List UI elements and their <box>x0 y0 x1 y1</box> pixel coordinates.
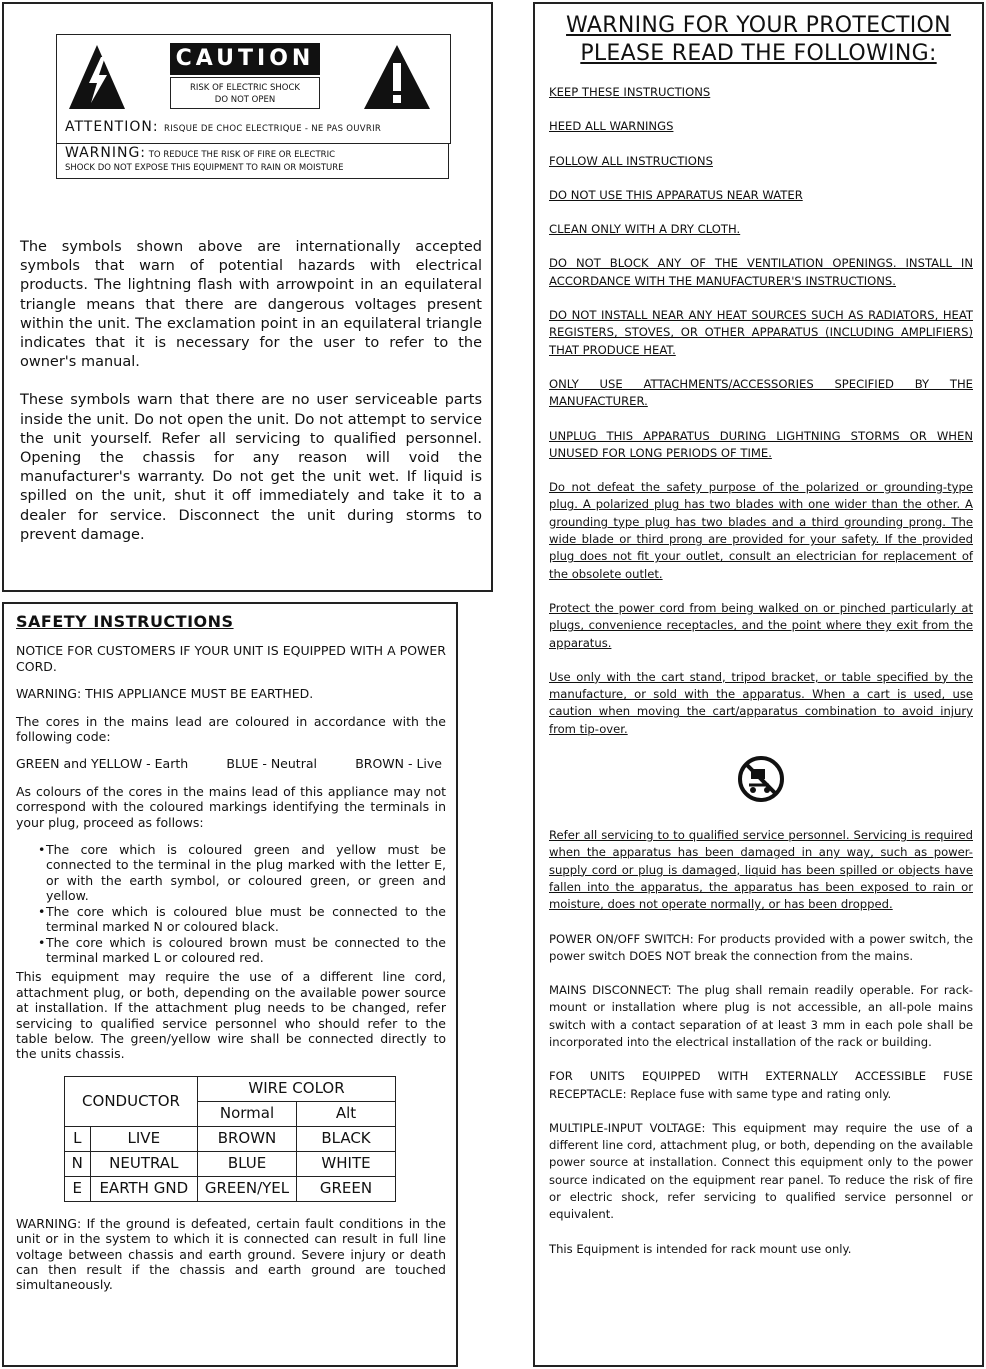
list-item: UNPLUG THIS APPARATUS DURING LIGHTNING STORMS OR WHEN UNUSED FOR LONG PERIODS OF TIME. <box>549 428 973 460</box>
normal-header: Normal <box>198 1101 297 1126</box>
safety-instructions-panel <box>2 602 458 1367</box>
fuse-label: FOR UNITS EQUIPPED WITH EXTERNALLY ACCESSIBLE FUSE RECEPTACLE: <box>549 1069 973 1101</box>
table-row <box>65 1151 396 1176</box>
warning-text-1: TO REDUCE THE RISK OF FIRE OR ELECTRIC <box>148 150 336 160</box>
cart-warning-icon <box>737 755 785 803</box>
ground-warning: WARNING: If the ground is defeated, certain fault conditions in the unit or in the system to which it is connected can result in full line voltage between chassis and earth ground. Severe injury or death can then result if the chassis and earth ground are touched simultaneously. <box>16 1215 446 1293</box>
caution-sub-line-1: RISK OF ELECTRIC SHOCK <box>189 83 300 93</box>
list-item: Protect the power cord from being walked on or pinched particularly at plugs, convenience receptacles, and the point where they exit from the apparatus. <box>549 600 973 650</box>
multi-input-paragraph: MULTIPLE-INPUT VOLTAGE: This equipment may require the use of a different line cord, attachment plug, or both, depending on the available power source at installation. Connect this equipment only to the power source indicated on the equipment rear panel. To reduce the risk of fire or electric shock, refer servicing to qualified service personnel or equivalent. <box>549 1120 973 1222</box>
warning-label: WARNING: <box>65 145 147 161</box>
caution-heading: CAUTION <box>170 43 320 75</box>
symbols-explanation <box>20 238 482 564</box>
power-cord-notice: NOTICE FOR CUSTOMERS IF YOUR UNIT IS EQUIPPED WITH A POWER CORD. <box>16 643 446 674</box>
no-user-service-paragraph: These symbols warn that there are no user serviceable parts inside the unit. Do not open the unit. Do not attempt to service the unit yourself. Refer all servicing to qualified personnel. Opening the chassis for any reason will void the manufacturer's warranty. Do not get the unit wet. If liquid is spilled on the unit, shut it off immediately and take it to a dealer for service. Disconnect the unit during storms to prevent damage. <box>20 392 482 543</box>
attention-text: RISQUE DE CHOC ELECTRIQUE - NE PAS OUVRIR <box>164 124 382 134</box>
row-alt: GREEN <box>297 1176 396 1201</box>
protection-panel <box>533 2 984 1367</box>
attention-line <box>65 119 381 135</box>
row-code: E <box>65 1176 91 1201</box>
core-bullets <box>16 842 446 965</box>
code-neutral: BLUE - Neutral <box>226 756 317 772</box>
wire-color-table <box>64 1076 396 1202</box>
row-name: EARTH GND <box>90 1176 197 1201</box>
list-item: • The core which is coloured brown must be connected to the terminal marked L or coloured red. <box>46 935 446 966</box>
warning-box <box>56 143 449 179</box>
caution-panel <box>2 2 493 592</box>
list-item: Do not defeat the safety purpose of the polarized or grounding-type plug. A polarized plug has two blades with one wider than the other. A grounding type plug has two blades and a third grounding prong. The wide blade or third prong are provided for your safety. If the provided plug does not fit your outlet, consult an electrician for replacement of the obsolete outlet. <box>549 480 973 581</box>
row-code: N <box>65 1151 91 1176</box>
list-item: • The core which is coloured green and yellow must be connected to the terminal in the plug marked with the letter E, or with the earth symbol, or coloured green, or green and yellow. <box>46 842 446 904</box>
fuse-paragraph <box>549 1068 973 1103</box>
earthed-warning: WARNING: THIS APPLIANCE MUST BE EARTHED. <box>16 686 314 702</box>
row-normal: BLUE <box>198 1151 297 1176</box>
code-live: BROWN - Live <box>355 756 442 772</box>
protection-title <box>535 12 982 68</box>
list-item: • The core which is coloured blue must be connected to the terminal marked N or coloured black. <box>46 904 446 935</box>
conductor-header: CONDUCTOR <box>65 1076 198 1126</box>
row-name: LIVE <box>90 1126 197 1151</box>
fuse-text: Replace fuse with same type and rating only. <box>630 1086 892 1101</box>
protection-list <box>549 84 973 1275</box>
list-item: Refer all servicing to to qualified service personnel. Servicing is required when the apparatus has been damaged in any way, such as power-supply cord or plug is damaged, liquid has been spilled or objects have fallen into the apparatus, the apparatus has been exposed to rain or moisture, does not operate normally, or has been dropped. <box>549 828 973 912</box>
mains-disconnect-paragraph: MAINS DISCONNECT: The plug shall remain readily operable. For rack-mount or installation where plug is not accessible, an all-pole mains switch with a contact separation of at least 3 mm in each pole shall be incorporated into the electrical installation of the rack or building. <box>549 983 973 1049</box>
safety-title: SAFETY INSTRUCTIONS <box>16 612 234 631</box>
list-item: DO NOT INSTALL NEAR ANY HEAT SOURCES SUCH AS RADIATORS, HEAT REGISTERS, STOVES, OR OTHER APPARATUS (INCLUDING AMPLIFIERS) THAT PRODUCE HEAT. <box>549 308 973 357</box>
attention-label: ATTENTION: <box>65 119 159 135</box>
row-name: NEUTRAL <box>90 1151 197 1176</box>
caution-label-box <box>56 34 451 144</box>
exclamation-triangle-icon <box>362 43 432 111</box>
caution-subtext <box>170 77 320 109</box>
caution-sub-line-2: DO NOT OPEN <box>214 95 276 105</box>
list-item: DO NOT USE THIS APPARATUS NEAR WATER <box>549 187 803 202</box>
list-item: HEED ALL WARNINGS <box>549 119 674 134</box>
table-row <box>65 1126 396 1151</box>
colours-note: As colours of the cores in the mains lead of this appliance may not correspond with the coloured markings identifying the terminals in your plug, proceed as follows: <box>16 783 446 830</box>
colour-codes <box>16 756 446 771</box>
list-item: KEEP THESE INSTRUCTIONS <box>549 85 711 99</box>
line-cord-paragraph: This equipment may require the use of a different line cord, attachment plug, or both, depending on the available power source at installation. If the attachment plug needs to be changed, refer servicing to qualified service personnel who should refer to the table below. The green/yellow wire shall be connected directly to the units chassis. <box>16 969 446 1062</box>
lightning-triangle-icon <box>67 43 127 111</box>
rack-mount-paragraph: This Equipment is intended for rack mount use only. <box>549 1241 852 1256</box>
alt-header: Alt <box>297 1101 396 1126</box>
cores-intro: The cores in the mains lead are coloured in accordance with the following code: <box>16 713 446 745</box>
list-item: DO NOT BLOCK ANY OF THE VENTILATION OPENINGS. INSTALL IN ACCORDANCE WITH THE MANUFACTURER'S INSTRUCTIONS. <box>549 256 973 288</box>
protection-title-line-1: WARNING FOR YOUR PROTECTION <box>566 13 951 38</box>
row-alt: WHITE <box>297 1151 396 1176</box>
table-row <box>65 1176 396 1201</box>
warning-text-2: SHOCK DO NOT EXPOSE THIS EQUIPMENT TO RAIN OR MOISTURE <box>65 163 344 173</box>
list-item: FOLLOW ALL INSTRUCTIONS <box>549 153 713 168</box>
power-switch-paragraph: POWER ON/OFF SWITCH: For products provided with a power switch, the power switch DOES NOT break the connection from the mains. <box>549 931 973 963</box>
row-normal: BROWN <box>198 1126 297 1151</box>
list-item: ONLY USE ATTACHMENTS/ACCESSORIES SPECIFIED BY THE MANUFACTURER. <box>549 376 973 409</box>
wire-color-header: WIRE COLOR <box>198 1076 396 1101</box>
symbols-paragraph: The symbols shown above are internationally accepted symbols that warn of potential hazards with electrical products. The lightning flash with arrowpoint in an equilateral triangle means that there are dangerous voltages present within the unit. The exclamation point in an equilateral triangle indicates that it is necessary for the user to refer to the owner's manual. <box>20 239 482 371</box>
row-alt: BLACK <box>297 1126 396 1151</box>
row-code: L <box>65 1126 91 1151</box>
protection-title-line-2: PLEASE READ THE FOLLOWING: <box>580 41 937 66</box>
list-item: Use only with the cart stand, tripod bracket, or table specified by the manufacture, or sold with the apparatus. When a cart is used, use caution when moving the cart/apparatus combination to avoid injury from tip-over. <box>549 669 973 736</box>
code-earth: GREEN and YELLOW - Earth <box>16 756 189 772</box>
list-item: CLEAN ONLY WITH A DRY CLOTH. <box>549 222 741 237</box>
row-normal: GREEN/YEL <box>198 1176 297 1201</box>
